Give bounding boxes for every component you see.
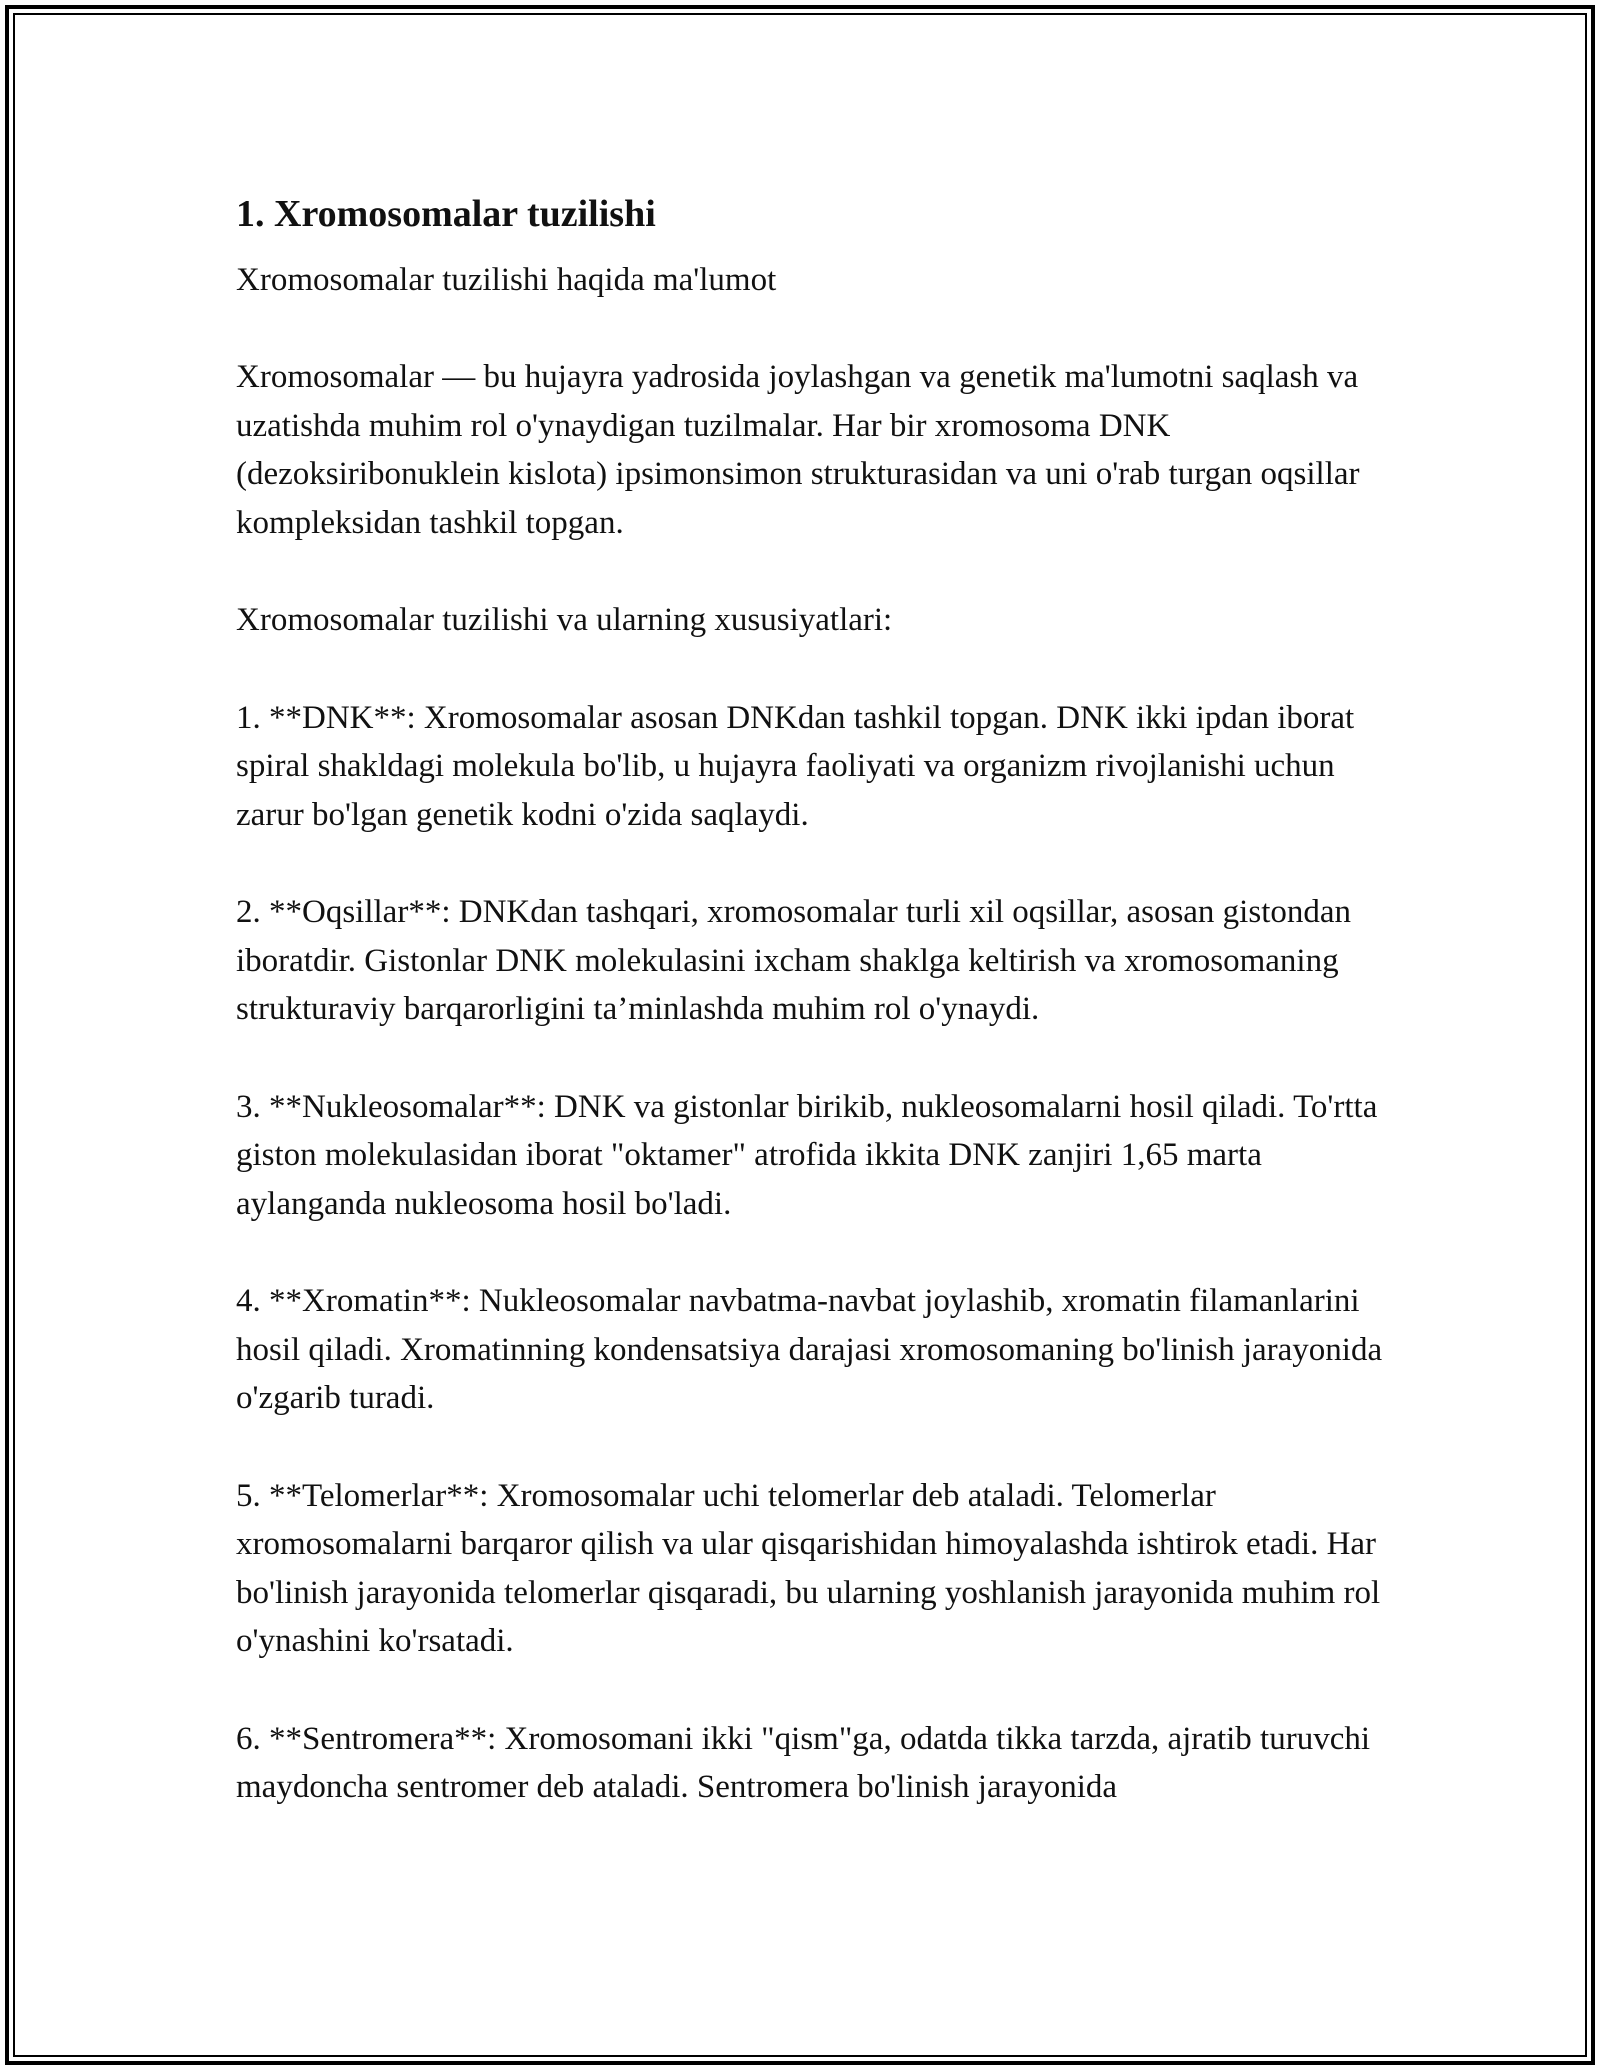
list-item-xromatin: 4. **Xromatin**: Nukleosomalar navbatma-navbat joylashib, xromatin filamanlarini hosil qiladi. Xromatinning kondensatsiya darajasi xromosomaning bo'linish jarayonida o'zgarib turadi. xyxy=(236,1283,1383,1416)
list-item-oqsillar: 2. **Oqsillar**: DNKdan tashqari, xromosomalar turli xil oqsillar, asosan gistondan iboratdir. Gistonlar DNK molekulasini ixcham shaklga keltirish va xromosomaning strukturaviy barqarorligini ta’minlashda muhim rol o'ynaydi. xyxy=(236,894,1352,1027)
section-heading: 1. Xromosomalar tuzilishi xyxy=(236,193,656,235)
section-subtitle: Xromosomalar tuzilishi haqida ma'lumot xyxy=(236,262,777,298)
list-item-dnk: 1. **DNK**: Xromosomalar asosan DNKdan tashkil topgan. DNK ikki ipdan iborat spiral shakldagi molekula bo'lib, u hujayra faoliyati va organizm rivojlanishi uchun zarur bo'lgan genetik kodni o'zida saqlaydi. xyxy=(236,699,1355,833)
list-item-nukleosomalar: 3. **Nukleosomalar**: DNK va gistonlar birikib, nukleosomalarni hosil qiladi. To'rtta giston molekulasidan iborat "oktamer" atrofida ikkita DNK zanjiri 1,65 marta aylanganda nukleosoma hosil bo'ladi. xyxy=(236,1088,1378,1222)
list-intro: Xromosomalar tuzilishi va ularning xususiyatlari: xyxy=(236,602,893,638)
document-body xyxy=(236,184,1386,1812)
list-item-telomerlar: 5. **Telomerlar**: Xromosomalar uchi telomerlar deb ataladi. Telomerlar xromosomalarni barqaror qilish va ular qisqarishidan himoyalashda ishtirok etadi. Har bo'linish jarayonida telomerlar qisqaradi, bu ularning yoshlanish jarayonida muhim rol o'ynashini ko'rsatadi. xyxy=(236,1477,1381,1659)
intro-paragraph: Xromosomalar — bu hujayra yadrosida joylashgan va genetik ma'lumotni saqlash va uzatishda muhim rol o'ynaydigan tuzilmalar. Har bir xromosoma DNK (dezoksiribonuklein kislota) ipsimonsimon strukturasidan va uni o'rab turgan oqsillar kompleksidan tashkil topgan. xyxy=(236,359,1360,541)
list-item-sentromera: 6. **Sentromera**: Xromosomani ikki "qism"ga, odatda tikka tarzda, ajratib turuvchi maydoncha sentromer deb ataladi. Sentromera bo'linish jarayonida xyxy=(236,1720,1371,1805)
